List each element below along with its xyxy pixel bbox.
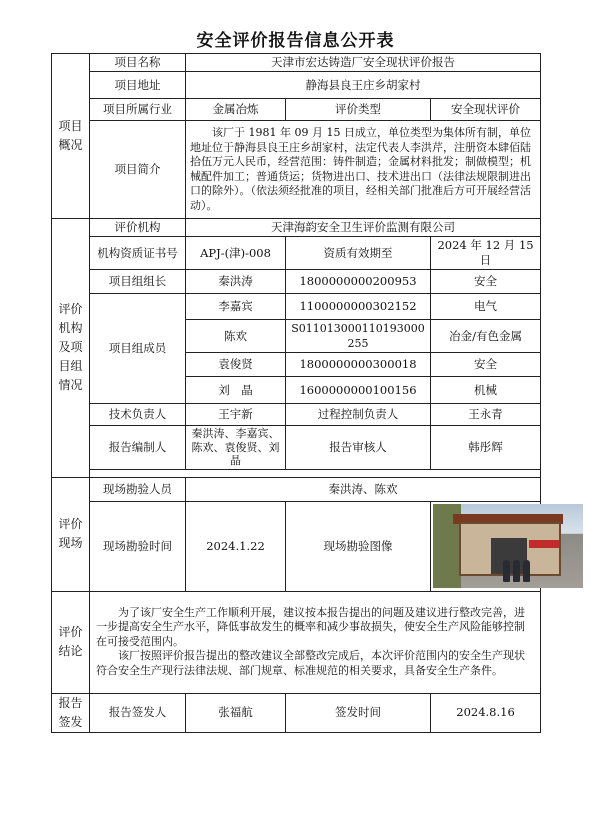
project-intro-text: 该厂于 1981 年 09 月 15 日成立，单位类型为集体所有制，单位地址位于静海县良王庄乡胡家村，法定代表人李洪芹，注册资本肆佰陆拾伍万元人民币，经营范围：铸件制造；金属材料批发；制做模型；机械配件加工；普通货运；货物进出口、技术进出口（法律法规限制进出口的除外）。（依法须经批准的项目，经相关部门批准后方可开展经营活动）。: [186, 121, 541, 219]
member-name: 陈欢: [186, 320, 286, 353]
section-site: [52, 477, 90, 591]
member-name: 刘 晶: [186, 377, 286, 404]
section-conclusion: [52, 591, 90, 693]
leader-cert: 1800000000200953: [286, 270, 431, 294]
section-sign-label: 报告 签发: [58, 695, 83, 729]
photo-person: [513, 560, 520, 582]
sign-date-value: 2024.8.16: [431, 693, 541, 732]
validity-value: 2024 年 12 月 15 日: [431, 237, 541, 270]
photo-person: [503, 560, 510, 582]
member-field: 安全: [431, 353, 541, 377]
reviewer-value: 韩彤辉: [431, 426, 541, 470]
process-lead-value: 王永青: [431, 404, 541, 426]
page-title: 安全评价报告信息公开表: [196, 31, 395, 51]
member-name: 李嘉宾: [186, 294, 286, 320]
project-address-value: 静海县良王庄乡胡家村: [186, 72, 541, 99]
eval-type-label: 评价类型: [286, 99, 431, 121]
site-image-cell: [431, 501, 541, 591]
cert-value: APJ-(津)-008: [186, 237, 286, 270]
conclusion-paragraph: 为了该厂安全生产工作顺利开展，建议按本报告提出的问题及建议进行整改完善，进一步提高安全生产水平，降低事故发生的概率和减少事故损失，使安全生产风险能够控制在可接受范围内。: [96, 605, 525, 648]
issuer-value: 张福航: [186, 693, 286, 732]
member-field: 电气: [431, 294, 541, 320]
industry-label: 项目所属行业: [90, 99, 186, 121]
spacer-row: [90, 469, 541, 477]
writer-label: 报告编制人: [90, 426, 186, 470]
member-field: 冶金/有色金属: [431, 320, 541, 353]
info-table: [51, 53, 541, 733]
leader-label: 项目组组长: [90, 270, 186, 294]
section-org-label: 评价 机构 及项 目组 情况: [58, 302, 83, 393]
site-staff-value: 秦洪涛、陈欢: [186, 477, 541, 501]
section-overview-label: 项目 概况: [58, 119, 83, 152]
leader-field: 安全: [431, 270, 541, 294]
leader-name: 秦洪涛: [186, 270, 286, 294]
eval-type-value: 安全现状评价: [431, 99, 541, 121]
site-image-label: 现场勘验图像: [286, 501, 431, 591]
tech-lead-value: 王宇新: [186, 404, 286, 426]
project-name-label: 项目名称: [90, 54, 186, 72]
conclusion-paragraph: 该厂按照评价报告提出的整改建议全部整改完成后，本次评价范围内的安全生产现状符合安全生产现行法律法规、部门规章、标准规范的相关要求，具备安全生产条件。: [96, 649, 525, 677]
writer-value: 秦洪涛、李嘉宾、陈欢、袁俊贤、刘晶: [186, 426, 286, 470]
section-org: [52, 219, 90, 478]
section-sign: [52, 693, 90, 732]
site-time-label: 现场勘验时间: [90, 501, 186, 591]
site-time-value: 2024.1.22: [186, 501, 286, 591]
member-cert: S011013000110193000255: [286, 320, 431, 353]
issuer-label: 报告签发人: [90, 693, 186, 732]
project-address-label: 项目地址: [90, 72, 186, 99]
industry-value: 金属冶炼: [186, 99, 286, 121]
member-cert: 1600000000100156: [286, 377, 431, 404]
cert-label: 机构资质证书号: [90, 237, 186, 270]
sign-date-label: 签发时间: [286, 693, 431, 732]
agency-label: 评价机构: [90, 219, 186, 237]
project-intro-label: 项目简介: [90, 121, 186, 219]
site-photo: [433, 504, 583, 588]
section-site-label: 评价 现场: [58, 517, 83, 550]
members-label: 项目组成员: [90, 294, 186, 404]
section-overview: [52, 54, 90, 219]
conclusion-text: [90, 591, 541, 693]
validity-label: 资质有效期至: [286, 237, 431, 270]
member-field: 机械: [431, 377, 541, 404]
section-conclusion-label: 评价 结论: [58, 625, 83, 658]
process-lead-label: 过程控制负责人: [286, 404, 431, 426]
project-name-value: 天津市宏达铸造厂安全现状评价报告: [186, 54, 541, 72]
agency-value: 天津海韵安全卫生评价监测有限公司: [186, 219, 541, 237]
photo-person: [523, 560, 530, 582]
site-staff-label: 现场勘验人员: [90, 477, 186, 501]
member-cert: 1800000000300018: [286, 353, 431, 377]
member-name: 袁俊贤: [186, 353, 286, 377]
reviewer-label: 报告审核人: [286, 426, 431, 470]
tech-lead-label: 技术负责人: [90, 404, 186, 426]
photo-banner: [529, 540, 559, 548]
member-cert: 1100000000302152: [286, 294, 431, 320]
